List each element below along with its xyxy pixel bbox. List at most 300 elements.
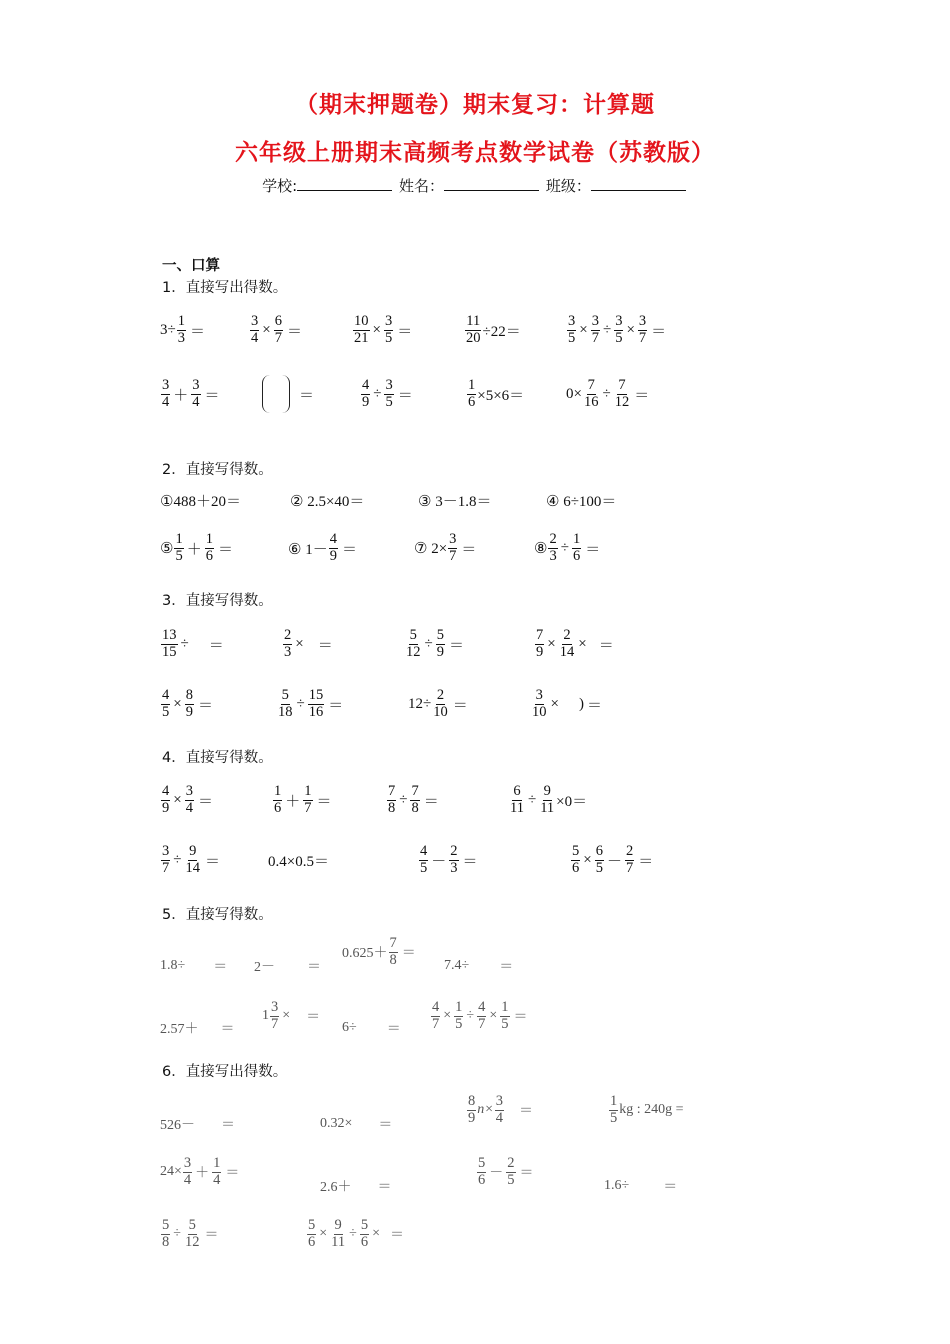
operator: ＋ <box>186 541 202 558</box>
equals-sign: ＝ <box>423 793 439 810</box>
q2-expr-3: ③ 3－1.8＝ <box>418 493 492 510</box>
expr-text: ) <box>578 695 584 712</box>
numerator: 9 <box>334 1216 342 1233</box>
equals-sign: ＝ <box>316 793 332 810</box>
operator: ÷ <box>180 635 189 652</box>
q1-expr-3 <box>352 308 412 352</box>
numerator: 10 <box>354 312 369 329</box>
expr-text: ×5×6＝ <box>477 387 525 404</box>
fraction <box>384 314 393 346</box>
fraction <box>509 784 525 816</box>
numerator: 3 <box>183 1154 192 1171</box>
q2-expr-7 <box>414 526 476 570</box>
denominator: 9 <box>362 393 370 410</box>
fraction <box>495 1094 504 1126</box>
numerator: 9 <box>543 782 551 799</box>
operator: × <box>295 635 304 652</box>
denominator: 5 <box>384 329 393 346</box>
denominator: 8 <box>388 799 396 816</box>
q6-expr-6 <box>320 1164 392 1208</box>
q6-expr-8 <box>604 1164 677 1208</box>
denominator: 5 <box>501 1015 509 1032</box>
q1-expr-7 <box>262 372 314 416</box>
numerator: 3 <box>615 312 623 329</box>
denominator: 4 <box>183 1171 192 1188</box>
equals-sign: ＝ <box>397 387 413 404</box>
fraction <box>583 378 600 410</box>
numerator: 7 <box>618 376 626 393</box>
numerator: 5 <box>409 626 417 643</box>
fraction <box>185 688 194 720</box>
numerator: 6 <box>274 312 282 329</box>
fraction <box>360 1218 369 1250</box>
question-5: 5．直接写得数。 <box>162 907 273 923</box>
denominator: 3 <box>177 329 185 346</box>
fraction <box>405 628 422 660</box>
operator: ÷ <box>373 385 382 402</box>
q5-expr-5 <box>160 1006 235 1050</box>
numerator: 7 <box>411 782 419 799</box>
fraction <box>467 378 476 410</box>
q1-expr-5 <box>566 308 666 352</box>
operator: ÷ <box>173 1226 181 1241</box>
equals-sign: ＝ <box>513 1010 528 1025</box>
operator: － <box>431 853 447 870</box>
expr-text: 2.57＋ <box>160 1022 199 1037</box>
numerator: 9 <box>189 842 197 859</box>
denominator: 4 <box>213 1171 221 1188</box>
q6-expr-5 <box>160 1150 239 1194</box>
fraction <box>161 844 170 876</box>
operator: ÷ <box>173 851 182 868</box>
denominator: 14 <box>559 643 575 660</box>
denominator: 3 <box>549 547 557 564</box>
fraction <box>506 1156 515 1188</box>
question-3: 3．直接写得数。 <box>162 593 273 609</box>
fraction <box>330 1218 346 1250</box>
numerator: 1 <box>274 782 282 799</box>
q4-expr-6: 0.4×0.5＝ <box>268 853 329 870</box>
numerator: 3 <box>384 312 393 329</box>
fraction <box>500 1000 509 1032</box>
fraction <box>273 784 282 816</box>
fraction <box>638 314 647 346</box>
denominator: 8 <box>411 799 419 816</box>
equals-sign: ＝ <box>586 697 602 714</box>
numerator: 4 <box>362 376 370 393</box>
expr-text: 2.6＋ <box>320 1180 352 1195</box>
denominator: 9 <box>162 799 170 816</box>
denominator: 7 <box>478 1015 486 1032</box>
denominator: 3 <box>450 859 458 876</box>
fraction <box>539 784 555 816</box>
numerator: 3 <box>251 312 259 329</box>
fraction <box>184 844 201 876</box>
equals-sign: ＝ <box>461 541 477 558</box>
q5-expr-1 <box>160 944 227 988</box>
fraction <box>436 628 445 660</box>
equals-sign: ＝ <box>386 1022 401 1037</box>
numerator: 1 <box>177 312 185 329</box>
equals-sign: ＝ <box>585 541 601 558</box>
operator: ÷ <box>560 539 569 556</box>
fraction <box>361 378 370 410</box>
question-6: 6．直接写出得数。 <box>162 1064 288 1080</box>
denominator: 7 <box>625 859 634 876</box>
denominator: 14 <box>185 859 200 876</box>
fraction <box>431 1000 440 1032</box>
equals-sign: ＝ <box>462 853 478 870</box>
expr-text: 1 <box>262 1008 269 1023</box>
q4-expr-4 <box>508 778 587 822</box>
page-subtitle: 六年级上册期末高频考点数学试卷（苏教版） <box>235 140 715 166</box>
denominator: 5 <box>175 547 183 564</box>
numerator: 5 <box>281 686 289 703</box>
denominator: 7 <box>274 329 282 346</box>
denominator: 9 <box>436 643 444 660</box>
q4-expr-1 <box>160 778 213 822</box>
fraction <box>212 1156 221 1188</box>
numerator: 5 <box>162 1216 170 1233</box>
equals-sign: ＝ <box>401 946 416 961</box>
denominator: 9 <box>536 643 544 660</box>
numerator: 5 <box>436 626 444 643</box>
numerator: 5 <box>188 1216 196 1233</box>
q5-expr-8 <box>430 994 528 1038</box>
denominator: 5 <box>568 329 576 346</box>
equals-sign: ＝ <box>213 960 228 975</box>
q5-expr-7 <box>342 1006 401 1050</box>
fraction <box>161 378 170 410</box>
fraction <box>303 784 312 816</box>
q2-expr-2: ② 2.5×40＝ <box>290 493 365 510</box>
q1-expr-2 <box>249 308 302 352</box>
q1-expr-10 <box>566 372 649 416</box>
operator: ÷ <box>466 1008 475 1023</box>
numerator: 5 <box>572 842 580 859</box>
q6-expr-4 <box>608 1088 684 1132</box>
equals-sign: ＝ <box>204 853 220 870</box>
expr-text: 7.4÷ <box>444 958 470 973</box>
numerator: 3 <box>535 686 543 703</box>
fraction <box>449 844 458 876</box>
numerator: 2 <box>563 626 571 643</box>
denominator: 5 <box>420 859 428 876</box>
numerator: 1 <box>455 998 463 1015</box>
operator: × <box>550 695 559 712</box>
numerator: 2 <box>450 842 458 859</box>
fraction <box>174 532 183 564</box>
numerator: 4 <box>432 998 440 1015</box>
fraction <box>531 688 548 720</box>
fraction <box>454 1000 463 1032</box>
denominator: 7 <box>271 1015 279 1032</box>
school-blank[interactable] <box>297 176 392 191</box>
equals-sign: ＝ <box>634 387 650 404</box>
fraction <box>277 688 294 720</box>
equals-sign: ＝ <box>378 1118 393 1133</box>
expr-text: ⑧ <box>534 540 548 557</box>
numerator: 3 <box>185 782 193 799</box>
numerator: 1 <box>205 530 213 547</box>
expr-text: 0.625＋ <box>342 946 388 961</box>
operator: × <box>626 321 635 338</box>
numerator: 3 <box>271 998 279 1015</box>
operator: ÷ <box>527 791 537 808</box>
numerator: 5 <box>308 1216 316 1233</box>
denominator: 20 <box>466 329 481 346</box>
fraction <box>465 314 482 346</box>
q4-expr-7 <box>418 838 478 882</box>
fraction <box>185 784 194 816</box>
fraction <box>432 688 449 720</box>
numerator: 3 <box>162 842 170 859</box>
expr-text: ÷22＝ <box>482 323 521 340</box>
operator: × <box>583 851 592 868</box>
expr-text: 6÷ <box>342 1020 357 1035</box>
operator: × <box>578 635 587 652</box>
q1-expr-1 <box>160 308 205 352</box>
fraction <box>567 314 576 346</box>
expr-text: kg : 240g = <box>619 1102 684 1117</box>
numerator: 3 <box>385 376 393 393</box>
denominator: 7 <box>162 859 170 876</box>
name-blank[interactable] <box>444 176 539 191</box>
numerator: 1 <box>610 1092 618 1109</box>
fraction <box>274 314 283 346</box>
fraction <box>448 532 457 564</box>
class-blank[interactable] <box>591 176 686 191</box>
equals-sign: ＝ <box>221 1118 235 1133</box>
fraction <box>307 1218 316 1250</box>
denominator: 15 <box>162 643 177 660</box>
denominator: 5 <box>595 859 603 876</box>
denominator: 18 <box>278 703 293 720</box>
numerator: 2 <box>625 842 634 859</box>
denominator: 6 <box>468 393 476 410</box>
equals-sign: ＝ <box>448 637 464 654</box>
denominator: 4 <box>251 329 259 346</box>
numerator: 3 <box>591 312 599 329</box>
operator: ÷ <box>424 635 433 652</box>
fraction <box>308 688 325 720</box>
equals-sign: ＝ <box>499 960 514 975</box>
q4-expr-2 <box>272 778 332 822</box>
numerator: 11 <box>466 312 481 329</box>
operator: × <box>579 321 588 338</box>
equals-sign: ＝ <box>328 697 344 714</box>
denominator: 10 <box>433 703 448 720</box>
denominator: 5 <box>507 1171 515 1188</box>
fraction <box>205 532 214 564</box>
operator: × <box>173 695 182 712</box>
equals-sign: ＝ <box>189 323 205 340</box>
expr-text: n× <box>477 1102 494 1117</box>
numerator: 15 <box>308 686 324 703</box>
equals-sign: ＝ <box>225 1166 240 1181</box>
numerator: 4 <box>162 686 170 703</box>
expr-text: ⑤ <box>160 540 174 557</box>
numerator: 1 <box>213 1154 221 1171</box>
numerator: 6 <box>513 782 521 799</box>
equals-sign: ＝ <box>452 697 468 714</box>
fraction <box>161 784 170 816</box>
fraction <box>477 1156 486 1188</box>
fraction <box>559 628 576 660</box>
equals-sign: ＝ <box>397 323 413 340</box>
fraction <box>384 378 393 410</box>
school-label: 学校: <box>262 177 298 195</box>
fraction <box>184 1218 201 1250</box>
numerator: 3 <box>638 312 647 329</box>
operator: × <box>547 635 556 652</box>
numerator: 7 <box>536 626 544 643</box>
denominator: 9 <box>185 703 193 720</box>
equals-sign: ＝ <box>638 853 654 870</box>
fraction <box>191 378 200 410</box>
q2-expr-5 <box>160 526 233 570</box>
q1-expr-8 <box>360 372 413 416</box>
denominator: 8 <box>389 951 397 968</box>
fraction <box>250 314 259 346</box>
answer-bracket[interactable] <box>262 375 290 413</box>
equals-sign: ＝ <box>197 793 213 810</box>
q3-expr-3 <box>404 622 464 666</box>
fraction <box>389 936 398 968</box>
denominator: 12 <box>184 1233 200 1250</box>
fraction <box>595 844 604 876</box>
equals-sign: ＝ <box>341 541 357 558</box>
numerator: 4 <box>329 530 337 547</box>
numerator: 7 <box>388 782 396 799</box>
equals-sign: ＝ <box>299 387 315 404</box>
denominator: 11 <box>540 799 555 816</box>
numerator: 3 <box>449 530 457 547</box>
equals-sign: ＝ <box>197 697 213 714</box>
equals-sign: ＝ <box>306 1010 321 1025</box>
q5-expr-4 <box>444 944 513 988</box>
denominator: 11 <box>331 1233 346 1250</box>
operator: ＋ <box>195 1166 210 1181</box>
numerator: 4 <box>420 842 428 859</box>
numerator: 13 <box>162 626 177 643</box>
denominator: 10 <box>532 703 547 720</box>
numerator: 1 <box>572 530 581 547</box>
equals-sign: ＝ <box>204 1228 219 1243</box>
denominator: 6 <box>572 547 581 564</box>
q5-expr-3 <box>342 930 416 974</box>
denominator: 3 <box>284 643 292 660</box>
denominator: 7 <box>432 1015 440 1032</box>
question-2: 2．直接写得数。 <box>162 462 273 478</box>
fraction <box>572 532 581 564</box>
expr-text: 12÷ <box>408 695 432 712</box>
expr-text: ×0＝ <box>556 793 588 810</box>
equals-sign: ＝ <box>217 541 233 558</box>
q2-expr-4: ④ 6÷100＝ <box>546 493 617 510</box>
numerator: 5 <box>478 1154 486 1171</box>
equals-sign: ＝ <box>377 1180 392 1195</box>
fraction <box>614 378 631 410</box>
q2-expr-8 <box>534 526 600 570</box>
operator: ÷ <box>602 385 611 402</box>
section-heading: 一、口算 <box>162 258 220 274</box>
q4-expr-8 <box>570 838 653 882</box>
denominator: 6 <box>360 1233 369 1250</box>
q6-expr-10 <box>306 1212 404 1256</box>
denominator: 7 <box>638 329 647 346</box>
operator: ＋ <box>285 793 301 810</box>
fraction <box>329 532 338 564</box>
equals-sign: ＝ <box>663 1180 678 1195</box>
fraction <box>609 1094 618 1126</box>
equals-sign: ＝ <box>519 1166 534 1181</box>
q6-expr-1 <box>160 1102 235 1146</box>
numerator: 7 <box>389 934 397 951</box>
fraction <box>177 314 186 346</box>
numerator: 3 <box>568 312 576 329</box>
equals-sign: ＝ <box>286 323 302 340</box>
equals-sign: ＝ <box>208 637 224 654</box>
numerator: 8 <box>468 1092 476 1109</box>
expr-text: ⑥ 1－ <box>288 541 328 558</box>
denominator: 11 <box>510 799 524 816</box>
fraction <box>161 628 178 660</box>
name-label: 姓名： <box>399 177 445 195</box>
numerator: 4 <box>162 782 170 799</box>
q5-expr-2 <box>254 944 321 988</box>
question-1: 1．直接写出得数。 <box>162 280 288 296</box>
numerator: 3 <box>495 1092 503 1109</box>
class-label: 班级： <box>545 177 591 195</box>
q5-expr-6 <box>262 994 320 1038</box>
denominator: 21 <box>354 329 369 346</box>
q3-expr-1 <box>160 622 224 666</box>
denominator: 5 <box>610 1109 618 1126</box>
equals-sign: ＝ <box>651 323 667 340</box>
numerator: 1 <box>501 998 509 1015</box>
operator: × <box>372 321 381 338</box>
equals-sign: ＝ <box>518 1104 533 1119</box>
fraction <box>387 784 396 816</box>
expr-text: 24× <box>160 1164 182 1179</box>
denominator: 4 <box>185 799 193 816</box>
operator: × <box>443 1008 452 1023</box>
denominator: 12 <box>406 643 421 660</box>
expr-text: 1.6÷ <box>604 1178 630 1193</box>
q1-expr-9 <box>466 372 524 416</box>
denominator: 5 <box>385 393 393 410</box>
equals-sign: ＝ <box>220 1022 235 1037</box>
equals-sign: ＝ <box>389 1228 404 1243</box>
expr-text: 1.8÷ <box>160 958 186 973</box>
fraction <box>614 314 623 346</box>
denominator: 9 <box>468 1109 476 1126</box>
q1-expr-6 <box>160 372 220 416</box>
fraction <box>353 314 370 346</box>
question-4: 4．直接写得数。 <box>162 750 273 766</box>
operator: ＋ <box>173 387 189 404</box>
denominator: 4 <box>162 393 170 410</box>
denominator: 7 <box>449 547 457 564</box>
operator: × <box>262 321 271 338</box>
fraction <box>183 1156 192 1188</box>
fraction <box>548 532 557 564</box>
expr-text: 2－ <box>254 960 275 975</box>
numerator: 1 <box>304 782 312 799</box>
q4-expr-3 <box>386 778 439 822</box>
numerator: 8 <box>185 686 193 703</box>
